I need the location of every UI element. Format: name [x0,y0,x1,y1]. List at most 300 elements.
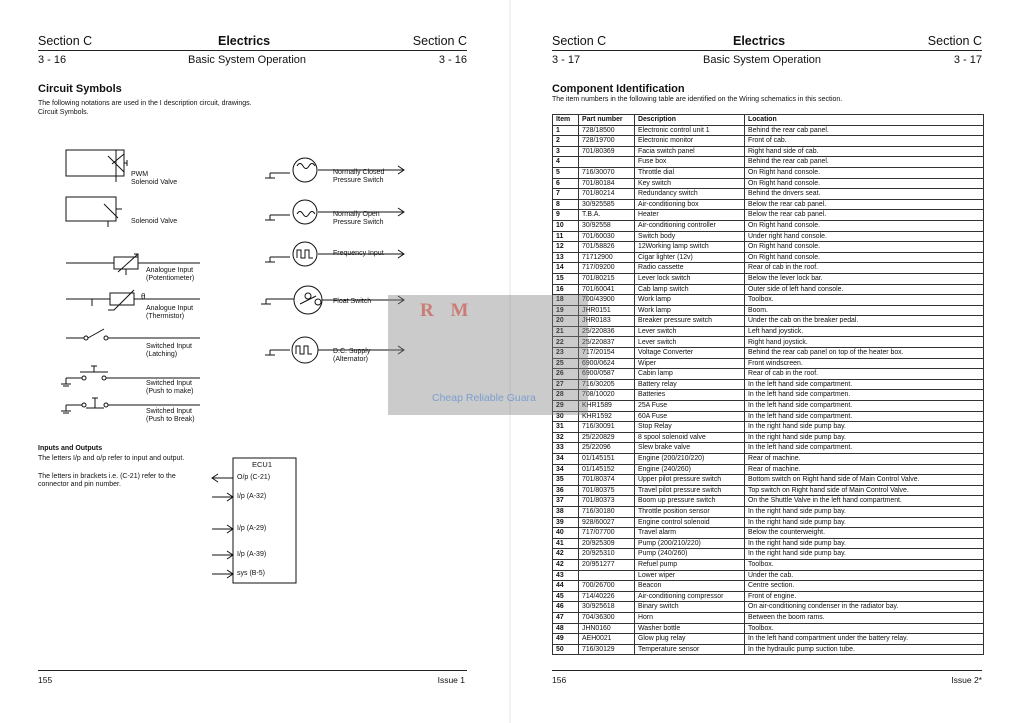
cell-location: Toolbox. [745,623,984,634]
cell-part-number: 716/30070 [579,167,635,178]
table-row [553,443,984,454]
column-header-part-number: Part number [579,115,635,126]
footer-page-number: 156 [552,675,567,685]
cell-item: 25 [553,358,579,369]
cell-description: Temperature sensor [635,644,745,655]
cell-description: Pump (200/210/220) [635,538,745,549]
table-row [553,454,984,465]
footer-issue: Issue 1 [437,675,465,685]
label-line: (Push to Break) [146,416,195,423]
cell-description: Washer bottle [635,623,745,634]
table-row [553,178,984,189]
cell-description: Pump (240/260) [635,549,745,560]
label-line: Pressure Switch [333,177,384,184]
page-number-left: 3 - 16 [38,54,67,66]
io-heading: Inputs and Outputs [38,445,103,452]
switch-push-make-label [146,380,193,396]
table-row [553,146,984,157]
cell-item: 10 [553,220,579,231]
cell-location: In the right hand side pump bay. [745,506,984,517]
cell-item: 34 [553,464,579,475]
theta-symbol: θ [141,292,146,301]
cell-item: 16 [553,284,579,295]
cell-part-number: 701/80373 [579,496,635,507]
table-row [553,634,984,645]
cell-part-number: 01/145152 [579,464,635,475]
cell-item: 39 [553,517,579,528]
table-row [553,284,984,295]
cell-item: 37 [553,496,579,507]
cell-part-number: 30/925585 [579,199,635,210]
cell-location: Behind the rear cab panel. [745,157,984,168]
section-label: Section C [38,34,93,48]
cell-item: 22 [553,337,579,348]
cell-description: Engine control solenoid [635,517,745,528]
cell-location: On Right hand console. [745,242,984,253]
cell-part-number: 716/30180 [579,506,635,517]
cell-location: On air-conditioning condenser in the radiator bay. [745,602,984,613]
cell-item: 4 [553,157,579,168]
io-line: connector and pin number. [38,481,121,488]
cell-description: Engine (240/260) [635,464,745,475]
table-row [553,464,984,475]
cell-part-number: KHR1592 [579,411,635,422]
cell-item: 18 [553,295,579,306]
table-row [553,326,984,337]
dc-supply-label [333,348,370,364]
cell-location: On Right hand console. [745,252,984,263]
cell-item: 42 [553,559,579,570]
label-line: (Alternator) [333,356,369,363]
cell-location: On Right hand console. [745,220,984,231]
cell-part-number: 20/925309 [579,538,635,549]
cell-part-number: 25/220829 [579,432,635,443]
table-row [553,316,984,327]
cell-description: Lower wiper [635,570,745,581]
table-row [553,125,984,136]
cell-part-number: 704/36300 [579,612,635,623]
cell-location: Rear of cab in the roof. [745,263,984,274]
table-row [553,242,984,253]
table-row [553,411,984,422]
cell-description: Refuel pump [635,559,745,570]
cell-description: Beacon [635,581,745,592]
cell-item: 8 [553,199,579,210]
table-row [553,199,984,210]
cell-location: In the left hand side compartment. [745,401,984,412]
cell-description: Work lamp [635,295,745,306]
page-number-right: 3 - 16 [438,54,467,66]
table-row [553,295,984,306]
cell-part-number: 25/220836 [579,326,635,337]
table-row [553,252,984,263]
cell-part-number: 728/19700 [579,136,635,147]
table-row [553,390,984,401]
cell-description: Travel alarm [635,528,745,539]
section-label: Section C [552,34,607,48]
cell-description: Upper pilot pressure switch [635,475,745,486]
cell-part-number: 701/80374 [579,475,635,486]
cell-location: Boom. [745,305,984,316]
cell-part-number: 716/30091 [579,422,635,433]
cell-item: 38 [553,506,579,517]
cell-part-number: JHN0160 [579,623,635,634]
cell-part-number: 717/09200 [579,263,635,274]
cell-item: 48 [553,623,579,634]
cell-description: Electronic monitor [635,136,745,147]
cell-location: Front of engine. [745,591,984,602]
cell-location: In the left hand side compartment. [745,411,984,422]
table-row [553,538,984,549]
cell-part-number: T.B.A. [579,210,635,221]
label-line: (Push to make) [146,388,194,395]
cell-part-number: 01/145151 [579,454,635,465]
cell-item: 27 [553,379,579,390]
chapter-title: Electrics [733,34,786,48]
cell-item: 19 [553,305,579,316]
label-line: Normally Closed [333,169,385,176]
cell-part-number: 928/60027 [579,517,635,528]
cell-location: Below the rear cab panel. [745,210,984,221]
float-switch-label: Float Switch [333,298,372,305]
table-row [553,581,984,592]
solenoid-valve-label: Solenoid Valve [131,218,178,225]
cell-location: Under the cab on the breaker pedal. [745,316,984,327]
cell-location: Under the cab. [745,570,984,581]
label-line: Switched Input [146,343,192,350]
cell-item: 14 [553,263,579,274]
table-row [553,422,984,433]
cell-item: 44 [553,581,579,592]
cell-item: 21 [553,326,579,337]
table-row [553,348,984,359]
cell-part-number: 701/80375 [579,485,635,496]
cell-description: Travel pilot pressure switch [635,485,745,496]
table-row [553,401,984,412]
cell-item: 13 [553,252,579,263]
cell-description: Throttle dial [635,167,745,178]
cell-location: In the left hand side compartmen. [745,390,984,401]
table-row [553,644,984,655]
cell-description: Air-conditioning box [635,199,745,210]
potentiometer-label [146,267,194,283]
cell-description: Cigar lighter (12v) [635,252,745,263]
cell-description: 8 spool solenoid valve [635,432,745,443]
cell-part-number: 700/26700 [579,581,635,592]
table-row [553,136,984,147]
section-heading: Circuit Symbols [38,83,122,95]
page-number-left: 3 - 17 [552,54,581,66]
cell-description: Air-conditioning compressor [635,591,745,602]
table-row [553,496,984,507]
table-row [553,432,984,443]
cell-part-number: 701/58826 [579,242,635,253]
cell-part-number: JHR0151 [579,305,635,316]
cell-location: In the right hand side pump bay. [745,432,984,443]
cell-description: Cabin lamp [635,369,745,380]
cell-location: Rear of cab in the roof. [745,369,984,380]
cell-location: In the right hand side pump bay. [745,549,984,560]
cell-item: 32 [553,432,579,443]
table-row [553,602,984,613]
cell-item: 7 [553,189,579,200]
cell-location: Behind the rear cab panel. [745,125,984,136]
cell-item: 29 [553,401,579,412]
footer-page-number: 155 [38,675,53,685]
table-row [553,506,984,517]
table-row [553,263,984,274]
cell-description: 60A Fuse [635,411,745,422]
intro-text: The item numbers in the following table are identified on the Wiring schematics in this section. [552,96,843,103]
cell-item: 3 [553,146,579,157]
cell-description: Facia switch panel [635,146,745,157]
label-line: Analogue Input [146,267,194,274]
cell-description: Throttle position sensor [635,506,745,517]
table-header-row [553,115,984,126]
cell-location: Centre section. [745,581,984,592]
label-line: Analogue Input [146,305,194,312]
cell-item: 28 [553,390,579,401]
cell-part-number: 716/30205 [579,379,635,390]
label-line: D.C. Supply [333,348,371,355]
cell-part-number: 20/951277 [579,559,635,570]
table-row [553,337,984,348]
cell-item: 31 [553,422,579,433]
table-row [553,210,984,221]
header-rule [552,50,982,51]
cell-part-number: 71712900 [579,252,635,263]
cell-item: 36 [553,485,579,496]
cell-location: Under right hand console. [745,231,984,242]
label-line: Solenoid Valve [131,179,178,186]
frequency-label: Frequency Input [333,250,384,257]
cell-part-number: 30/925618 [579,602,635,613]
section-label-right: Section C [412,34,467,48]
cell-item: 35 [553,475,579,486]
io-line [38,464,184,473]
table-row [553,379,984,390]
cell-description: Work lamp [635,305,745,316]
cell-description: Lever switch [635,326,745,337]
component-table [552,114,984,655]
section-label-right: Section C [927,34,982,48]
solenoid-valve-symbol [66,197,122,227]
cell-description: Air-conditioning controller [635,220,745,231]
cell-item: 49 [553,634,579,645]
cell-part-number: 20/925310 [579,549,635,560]
column-header-description: Description [635,115,745,126]
table-row [553,570,984,581]
label-line: (Latching) [146,351,178,358]
cell-description: Boom up pressure switch [635,496,745,507]
cell-part-number: 701/60041 [579,284,635,295]
cell-item: 50 [553,644,579,655]
table-row [553,591,984,602]
page-subtitle: Basic System Operation [703,54,821,66]
cell-location: Front windscreen. [745,358,984,369]
ecu-title: ECU1 [252,460,273,469]
cell-part-number: 30/92558 [579,220,635,231]
cell-description: Lever switch [635,337,745,348]
cell-location: In the left hand side compartment. [745,443,984,454]
ecu-pin: I/p (A-29) [237,525,267,532]
pwm-solenoid-label [131,171,177,187]
table-row [553,528,984,539]
footer-rule [38,670,467,671]
table-row [553,549,984,560]
io-line: The letters I/p and o/p refer to input and output. [38,455,185,462]
cell-part-number: 701/80369 [579,146,635,157]
label-line: (Potentiometer) [146,275,195,282]
cell-location: In the right hand side pump bay. [745,422,984,433]
cell-description: Redundancy switch [635,189,745,200]
cell-part-number: 717/07700 [579,528,635,539]
cell-description: Stop Relay [635,422,745,433]
cell-description: Radio cassette [635,263,745,274]
table-row [553,485,984,496]
cell-item: 46 [553,602,579,613]
cell-part-number: 716/30129 [579,644,635,655]
cell-item: 30 [553,411,579,422]
footer-issue: Issue 2* [951,675,982,685]
cell-location: In the right hand side pump bay. [745,517,984,528]
label-line: (Thermistor) [146,313,185,320]
label-line: PWM [131,171,149,178]
cell-part-number: KHR1589 [579,401,635,412]
watermark-text: Cheap Reliable Guara [432,392,536,404]
cell-item: 41 [553,538,579,549]
cell-description: Switch body [635,231,745,242]
cell-location: On Right hand console. [745,178,984,189]
cell-description: Horn [635,612,745,623]
io-text [38,455,184,490]
cell-description: Lever lock switch [635,273,745,284]
cell-part-number: 708/10020 [579,390,635,401]
label-line: Switched Input [146,408,192,415]
cell-description: Batteries [635,390,745,401]
cell-description: Fuse box [635,157,745,168]
cell-location: In the left hand side compartment. [745,379,984,390]
thermistor-label [146,305,193,321]
cell-location: Right hand side of cab. [745,146,984,157]
cell-description: Glow plug relay [635,634,745,645]
table-row [553,559,984,570]
cell-part-number: 701/80214 [579,189,635,200]
nc-pressure-label [333,169,384,185]
cell-item: 47 [553,612,579,623]
cell-description: 25A Fuse [635,401,745,412]
cell-location: Below the rear cab panel. [745,199,984,210]
column-header-item: Item [553,115,579,126]
io-line: The letters in brackets i.e. (C-21) refer to the [38,472,176,480]
cell-item: 11 [553,231,579,242]
ecu-pin: I/p (A-39) [237,551,267,558]
intro-line: Circuit Symbols. [38,108,89,116]
pwm-solenoid-symbol [66,150,127,182]
table-row [553,167,984,178]
footer-rule [552,670,982,671]
cell-location: Bottom switch on Right hand side of Main Control Valve. [745,475,984,486]
table-row [553,517,984,528]
cell-item: 42 [553,549,579,560]
cell-item: 2 [553,136,579,147]
cell-location: On Right hand console. [745,167,984,178]
switch-push-break-label [146,408,195,424]
section-heading: Component Identification [552,83,685,95]
cell-description: Slew brake valve [635,443,745,454]
cell-location: Top switch on Right hand side of Main Control Valve. [745,485,984,496]
column-header-location: Location [745,115,984,126]
cell-description: Engine (200/210/220) [635,454,745,465]
cell-item: 1 [553,125,579,136]
table-row [553,157,984,168]
ecu-pin: O/p (C-21) [237,474,271,481]
cell-item: 45 [553,591,579,602]
cell-location: Rear of machine. [745,454,984,465]
cell-location: In the right hand side pump bay. [745,538,984,549]
cell-item: 12 [553,242,579,253]
cell-item: 33 [553,443,579,454]
cell-part-number: 717/20154 [579,348,635,359]
table-row [553,220,984,231]
cell-location: Between the boom rams. [745,612,984,623]
cell-description: Key switch [635,178,745,189]
table-row [553,623,984,634]
cell-description: Battery relay [635,379,745,390]
cell-part-number: 701/80215 [579,273,635,284]
cell-item: 40 [553,528,579,539]
table-row [553,612,984,623]
cell-part-number: 728/18500 [579,125,635,136]
cell-part-number: 6900/0624 [579,358,635,369]
cell-location: Below the counterweight. [745,528,984,539]
cell-location: In the left hand compartment under the battery relay. [745,634,984,645]
intro-line: The following notations are used in the I description circuit, drawings. [38,100,252,107]
page-subtitle: Basic System Operation [188,54,306,66]
cell-part-number: AEH0021 [579,634,635,645]
label-line: Normally Open [333,211,380,218]
table-row [553,358,984,369]
cell-location: Toolbox. [745,559,984,570]
cell-part-number: 701/80184 [579,178,635,189]
cell-item: 15 [553,273,579,284]
cell-description: Voltage Converter [635,348,745,359]
cell-location: Front of cab. [745,136,984,147]
page-number-right: 3 - 17 [953,54,982,66]
cell-description: Electronic control unit 1 [635,125,745,136]
switch-latching-label [146,343,192,359]
cell-description: Binary switch [635,602,745,613]
table-row [553,273,984,284]
cell-part-number: 6900/0587 [579,369,635,380]
cell-part-number: 714/40226 [579,591,635,602]
cell-description: Breaker pressure switch [635,316,745,327]
cell-item: 9 [553,210,579,221]
cell-location: Behind the rear cab panel on top of the heater box. [745,348,984,359]
cell-location: Left hand joystick. [745,326,984,337]
cell-description: Wiper [635,358,745,369]
cell-item: 34 [553,454,579,465]
table-body [553,125,984,655]
cell-part-number: 700/43900 [579,295,635,306]
ecu-pin: I/p (A-32) [237,493,267,500]
cell-part-number: 25/220837 [579,337,635,348]
cell-part-number [579,570,635,581]
watermark-logo-letters: R M [420,300,475,321]
table-row [553,305,984,316]
cell-item: 6 [553,178,579,189]
cell-part-number: JHR0183 [579,316,635,327]
